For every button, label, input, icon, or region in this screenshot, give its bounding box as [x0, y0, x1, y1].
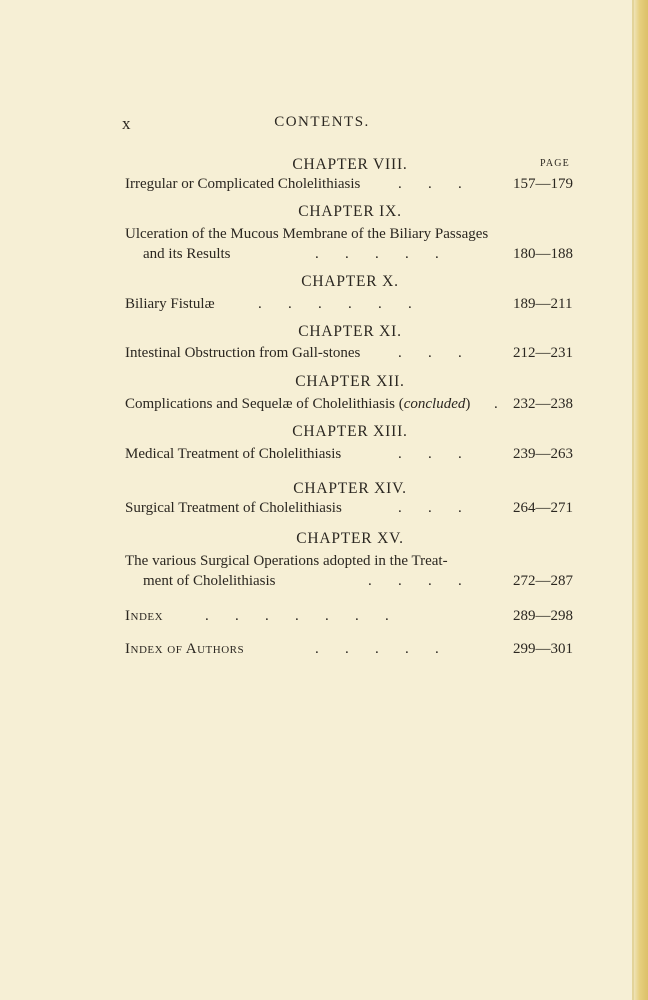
toc-entry-title-continued: and its Results — [143, 246, 231, 262]
toc-entry-title: Irregular or Complicated Cholelithiasis — [125, 176, 361, 192]
dot-leader: . . . . . . . — [205, 608, 389, 624]
toc-entry-pages: 272—287 — [513, 573, 573, 589]
toc-entry-pages: 289—298 — [513, 608, 573, 624]
chapter-heading: CHAPTER VIII. — [292, 156, 408, 173]
toc-entry-pages: 212—231 — [513, 345, 573, 361]
page-column-label: PAGE — [540, 158, 570, 169]
toc-entry-title: Ulceration of the Mucous Membrane of the Biliary Passages — [125, 226, 489, 242]
dot-leader: . . . — [398, 500, 462, 516]
chapter-heading: CHAPTER X. — [301, 273, 399, 290]
chapter-heading: CHAPTER IX. — [298, 203, 402, 220]
chapter-heading: CHAPTER XII. — [295, 373, 405, 390]
toc-entry-title-continued: ment of Cholelithiasis — [143, 573, 276, 589]
toc-entry-pages: 299—301 — [513, 641, 573, 657]
toc-entry-title: The various Surgical Operations adopted in the Treat- — [125, 553, 448, 569]
title-text: ) — [465, 396, 471, 412]
toc-index-authors-title: Index of Authors — [125, 641, 245, 657]
dot-leader: . . . — [398, 176, 462, 192]
toc-entry-title: Medical Treatment of Cholelithiasis — [125, 446, 342, 462]
toc-entry-pages: 264—271 — [513, 500, 573, 516]
title-text: Complications and Sequelæ of Cholelithiasis ( — [125, 396, 404, 412]
dot-leader: . — [494, 396, 498, 412]
chapter-heading: CHAPTER XI. — [298, 323, 402, 340]
page-title: CONTENTS. — [274, 114, 370, 130]
page-number: x — [122, 114, 132, 133]
dot-leader: . . . — [398, 446, 462, 462]
dot-leader: . . . — [398, 345, 462, 361]
dot-leader: . . . . . — [315, 641, 439, 657]
dot-leader: . . . . . . — [258, 296, 412, 312]
toc-entry-pages: 180—188 — [513, 246, 573, 262]
dot-leader: . . . . — [368, 573, 462, 589]
toc-entry-title: Biliary Fistulæ — [125, 296, 215, 312]
page-edge — [634, 0, 648, 1000]
title-italic: concluded — [403, 396, 466, 412]
toc-entry-pages: 232—238 — [513, 396, 573, 412]
toc-entry-pages: 239—263 — [513, 446, 573, 462]
toc-entry-pages: 189—211 — [513, 296, 573, 312]
toc-entry-pages: 157—179 — [513, 176, 573, 192]
dot-leader: . . . . . — [315, 246, 439, 262]
chapter-heading: CHAPTER XIV. — [293, 480, 407, 497]
toc-index-title: Index — [125, 608, 164, 624]
chapter-heading: CHAPTER XIII. — [292, 423, 408, 440]
chapter-heading: CHAPTER XV. — [296, 530, 404, 547]
toc-entry-title: Surgical Treatment of Cholelithiasis — [125, 500, 342, 516]
toc-entry-title — [125, 396, 470, 413]
toc-entry-title: Intestinal Obstruction from Gall-stones — [125, 345, 361, 361]
